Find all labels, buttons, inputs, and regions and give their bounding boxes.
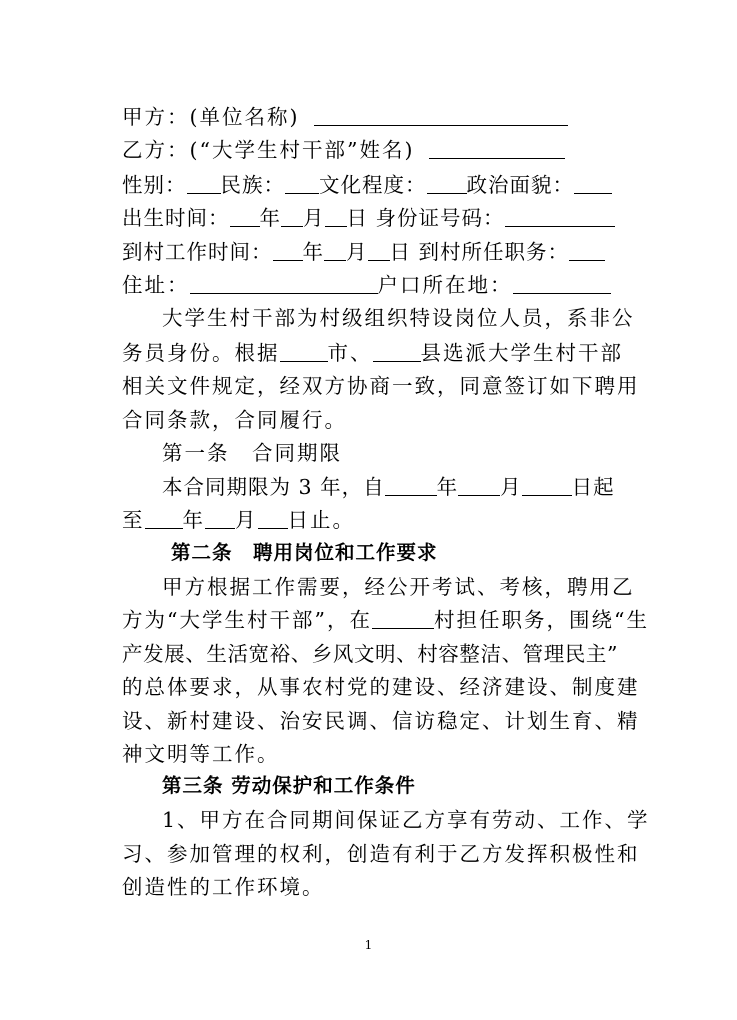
info-row-3 [122, 235, 618, 269]
arrival-year-blank [273, 240, 303, 261]
party-a-label: 甲方：(单位名称) [122, 105, 300, 129]
article-2-heading: 第二条 聘用岗位和工作要求 [171, 541, 438, 564]
city-blank [280, 341, 328, 362]
birth-year-blank [230, 206, 260, 227]
start-month-blank [458, 475, 500, 496]
arrival-year-unit: 年 [302, 240, 324, 264]
hukou-label: 户口所在地： [377, 273, 513, 297]
birth-month-unit: 月 [303, 206, 325, 230]
info-row-4 [122, 268, 618, 302]
intro-line-2b: 市、 [327, 341, 373, 365]
intro-line-2c: 县选派大学生村干部 [420, 341, 623, 365]
article-3-line-3: 创造性的工作环境。 [122, 875, 325, 899]
article-1-line-2 [122, 503, 618, 537]
education-blank [427, 173, 467, 194]
info-row-1 [122, 168, 618, 202]
start-month-unit: 月 [500, 475, 522, 499]
article-2-line-2a: 方为“大学生村干部”，在 [122, 608, 372, 632]
position-blank [569, 240, 605, 261]
id-number-blank [505, 206, 615, 227]
intro-line-1: 大学生村干部为村级组织特设岗位人员，系非公 [162, 306, 635, 330]
start-year-unit: 年 [436, 475, 459, 499]
birth-day-unit: 日 [346, 206, 368, 230]
party-a-blank [314, 105, 568, 126]
start-year-blank [385, 475, 437, 496]
start-day-blank [522, 475, 572, 496]
intro-line-2a: 务员身份。根据 [122, 341, 280, 365]
end-prefix: 至 [122, 508, 145, 532]
gender-blank [187, 173, 221, 194]
article-1-line-1 [162, 470, 618, 504]
party-a-line [122, 100, 618, 134]
birth-year-unit: 年 [259, 206, 281, 230]
intro-line-2 [122, 336, 623, 370]
position-label: 到村所任职务： [418, 240, 570, 264]
intro-line-3: 相关文件规定，经双方协商一致，同意签订如下聘用 [122, 374, 640, 398]
birth-label: 出生时间： [122, 206, 230, 230]
article-2-line-1: 甲方根据工作需要，经公开考试、考核，聘用乙 [162, 575, 635, 599]
start-day-unit: 日起 [571, 475, 615, 499]
end-year-unit: 年 [182, 508, 205, 532]
party-b-line [122, 133, 618, 167]
address-label: 住址： [122, 273, 190, 297]
article-2-line-2b: 村担任职务，围绕“生 [433, 608, 649, 632]
article-1-heading: 第一条 合同期限 [162, 441, 342, 465]
article-3-line-1: 1、甲方在合同期间保证乙方享有劳动、工作、学 [162, 808, 650, 832]
arrival-day-unit: 日 [389, 240, 411, 264]
address-blank [190, 273, 378, 294]
hukou-blank [513, 273, 611, 294]
article-2-line-6: 神文明等工作。 [122, 742, 280, 766]
education-label: 文化程度： [319, 173, 427, 197]
article-2-line-3: 产发展、生活宽裕、乡风文明、村容整洁、管理民主” [122, 642, 618, 666]
article-1-term: 本合同期限为 3 年，自 [162, 475, 385, 499]
end-day-unit: 日止。 [287, 508, 355, 532]
end-year-blank [145, 508, 183, 529]
arrival-label: 到村工作时间： [122, 240, 273, 264]
arrival-month-unit: 月 [346, 240, 368, 264]
page-number: 1 [364, 938, 373, 952]
political-label: 政治面貌： [466, 173, 574, 197]
gender-label: 性别： [122, 173, 187, 197]
ethnicity-blank [285, 173, 319, 194]
arrival-day-blank [368, 240, 390, 261]
id-number-label: 身份证号码： [375, 206, 505, 230]
end-month-unit: 月 [235, 508, 258, 532]
arrival-month-blank [324, 240, 346, 261]
article-3-line-2: 习、参加管理的权利，创造有利于乙方发挥积极性和 [122, 842, 640, 866]
county-blank [373, 341, 421, 362]
birth-day-blank [325, 206, 347, 227]
party-b-blank [429, 138, 565, 159]
end-month-blank [205, 508, 235, 529]
party-b-label: 乙方：(“大学生村干部”姓名) [122, 138, 415, 162]
village-blank [372, 608, 434, 629]
article-3-heading: 第三条 劳动保护和工作条件 [162, 774, 416, 797]
info-row-2 [122, 201, 618, 235]
end-day-blank [258, 508, 288, 529]
article-2-line-4: 的总体要求，从事农村党的建设、经济建设、制度建 [122, 675, 640, 699]
article-2-line-2 [122, 603, 649, 637]
ethnicity-label: 民族： [220, 173, 285, 197]
political-blank [574, 173, 612, 194]
intro-line-4: 合同条款，合同履行。 [122, 408, 347, 432]
birth-month-blank [281, 206, 303, 227]
article-2-line-5: 设、新村建设、治安民调、信访稳定、计划生育、精 [122, 709, 640, 733]
